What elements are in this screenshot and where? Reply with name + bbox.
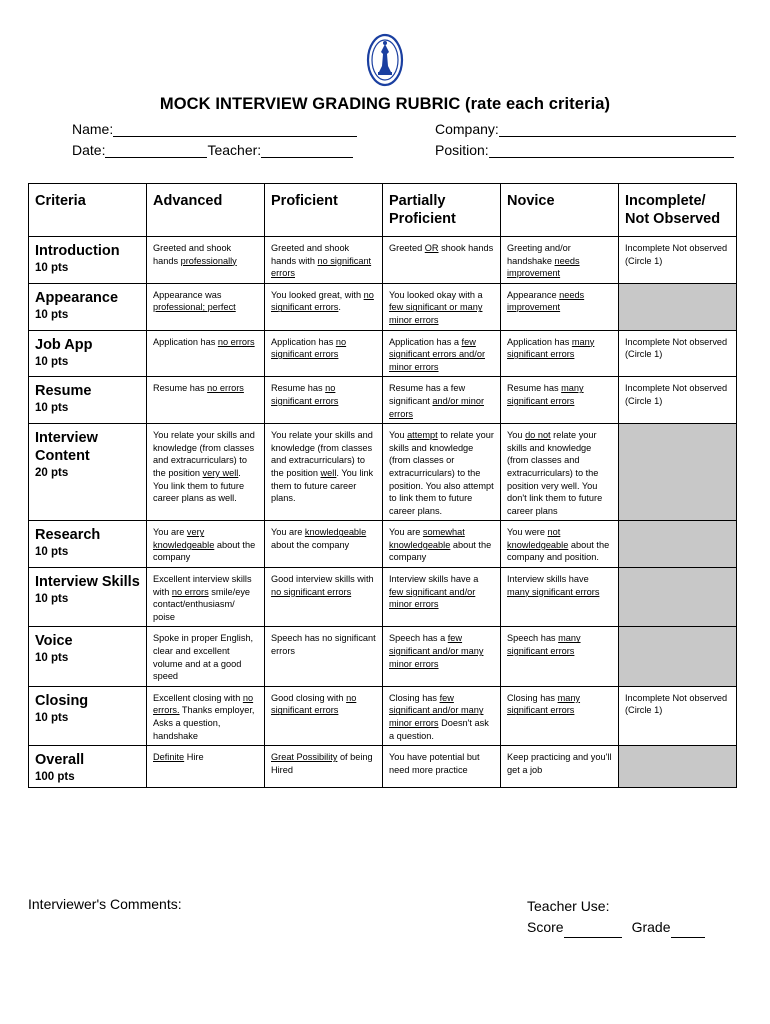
rubric-cell-advanced xyxy=(147,746,265,788)
emphasis-text: no significant errors xyxy=(271,255,372,279)
emphasis-text: somewhat knowledgeable xyxy=(389,527,465,550)
criteria-cell xyxy=(29,377,147,424)
greyed-out-cell xyxy=(619,424,737,521)
emphasis-text: few significant and/or minor errors xyxy=(389,586,476,610)
rubric-cell-partially-proficient xyxy=(383,424,501,521)
emphasis-text: no significant errors xyxy=(271,692,357,716)
page-title: MOCK INTERVIEW GRADING RUBRIC (rate each criteria) xyxy=(159,95,611,113)
criteria-name: Interview Skills xyxy=(35,574,140,591)
cell-text: You are xyxy=(271,527,305,538)
rubric-cell-novice xyxy=(501,521,619,568)
cell-text: You looked great, with xyxy=(271,289,364,300)
cell-text: Greeted xyxy=(389,243,425,253)
criteria-cell xyxy=(29,521,147,568)
rubric-table xyxy=(28,183,737,788)
emphasis-text: no significant errors xyxy=(271,586,352,597)
cell-text: to relate your skills and knowledge (from classes or extracurriculars) to the position. You also attempt to link them to future career plans. xyxy=(389,430,494,516)
position-field[interactable] xyxy=(435,142,734,158)
rubric-cell-partially-proficient xyxy=(383,330,501,377)
cell-text: Good interview skills with xyxy=(271,574,374,585)
rubric-cell-advanced xyxy=(147,521,265,568)
rubric-cell-advanced xyxy=(147,283,265,330)
table-row-interview-skills xyxy=(29,568,737,627)
cell-text: Application has xyxy=(153,336,218,347)
cell-text: You looked okay with a xyxy=(389,289,483,300)
emphasis-text: well xyxy=(320,467,337,478)
rubric-cell-incomplete xyxy=(619,377,737,424)
emphasis-text: many significant errors xyxy=(507,336,595,360)
name-field[interactable] xyxy=(72,121,357,137)
cell-text: Application has xyxy=(507,336,572,347)
table-row-overall xyxy=(29,746,737,788)
emphasis-text: many significant errors xyxy=(507,633,581,657)
column-header-proficient: Proficient xyxy=(265,184,383,237)
rubric-cell-advanced xyxy=(147,237,265,284)
cell-text: Speech has a xyxy=(389,633,448,644)
cell-text: . xyxy=(338,302,341,313)
emphasis-text: no significant errors xyxy=(271,289,374,313)
rubric-cell-partially-proficient xyxy=(383,521,501,568)
emphasis-text: few significant or many minor errors xyxy=(389,302,483,325)
column-header-incomplete-not-observed: Incomplete/ Not Observed xyxy=(619,184,737,237)
rubric-cell-partially-proficient xyxy=(383,283,501,330)
rubric-cell-novice xyxy=(501,377,619,424)
rubric-cell-proficient xyxy=(265,237,383,284)
teacher-use-section xyxy=(527,896,705,938)
cell-text: Good closing with xyxy=(271,692,347,703)
emphasis-text: many significant errors xyxy=(507,692,581,716)
criteria-name: Resume xyxy=(35,383,92,400)
teacher-use-label: Teacher Use: xyxy=(527,898,610,914)
cell-text: You relate your skills and knowledge (from classes and extracurriculars) to the position xyxy=(153,430,255,478)
rubric-cell-partially-proficient xyxy=(383,237,501,284)
criteria-cell xyxy=(29,424,147,521)
criteria-points: 10 pts xyxy=(35,262,69,274)
column-header-partially-proficient: Partially Proficient xyxy=(383,184,501,237)
emphasis-text: no significant errors xyxy=(271,336,347,360)
criteria-name: Voice xyxy=(35,633,73,650)
name-label: Name: xyxy=(72,121,114,137)
greyed-out-cell xyxy=(619,746,737,788)
emphasis-text: very knowledgeable xyxy=(153,527,215,550)
cell-text: You are xyxy=(153,527,187,538)
emphasis-text: very well xyxy=(202,467,239,478)
cell-text: Excellent closing with xyxy=(153,692,243,703)
cell-text: You xyxy=(389,430,408,441)
rubric-cell-partially-proficient xyxy=(383,686,501,745)
cell-text: Speech has no significant errors xyxy=(271,633,376,657)
emphasis-text: no errors. xyxy=(153,692,254,716)
grade-blank-line[interactable] xyxy=(671,923,705,938)
cell-text: Application has xyxy=(271,336,336,347)
rubric-cell-partially-proficient xyxy=(383,746,501,788)
school-seal-icon xyxy=(366,32,404,88)
date-blank-line[interactable] xyxy=(105,143,207,158)
greyed-out-cell xyxy=(619,521,737,568)
emphasis-text: and/or minor errors xyxy=(389,395,484,419)
rubric-cell-novice xyxy=(501,424,619,521)
cell-text: shook hands xyxy=(438,243,494,253)
criteria-cell xyxy=(29,330,147,377)
cell-text: You have potential but need more practice xyxy=(389,752,480,775)
criteria-name: Introduction xyxy=(35,243,120,259)
rubric-cell-advanced xyxy=(147,686,265,745)
cell-text: Thanks employer, Asks a question, handshake xyxy=(153,705,255,741)
criteria-points: 10 pts xyxy=(35,355,69,368)
column-header-advanced: Advanced xyxy=(147,184,265,237)
rubric-cell-novice xyxy=(501,237,619,284)
rubric-cell-novice xyxy=(501,330,619,377)
column-header-criteria: Criteria xyxy=(29,184,147,237)
table-row-job-app xyxy=(29,330,737,377)
criteria-name: Overall xyxy=(35,752,85,769)
table-row-resume xyxy=(29,377,737,424)
criteria-name: Research xyxy=(35,527,101,544)
cell-text: Greeted and shook hands with xyxy=(271,243,350,266)
rubric-cell-advanced xyxy=(147,424,265,521)
rubric-cell-advanced xyxy=(147,377,265,424)
position-blank-line[interactable] xyxy=(489,143,734,158)
position-label: Position: xyxy=(435,142,489,158)
criteria-points: 20 pts xyxy=(35,467,69,480)
cell-text: Greeting and/or handshake xyxy=(507,243,571,266)
company-field[interactable] xyxy=(435,121,736,137)
rubric-cell-proficient xyxy=(265,686,383,745)
cell-text: Resume has xyxy=(153,383,208,394)
rubric-cell-proficient xyxy=(265,627,383,686)
cell-text: Appearance was xyxy=(153,289,222,300)
cell-text: smile/eye contact/enthusiasm/ poise xyxy=(153,586,251,622)
cell-text: Greeted and shook hands xyxy=(153,243,232,266)
criteria-points: 100 pts xyxy=(35,771,75,784)
rubric-cell-proficient xyxy=(265,521,383,568)
cell-text: relate your skills and knowledge (from classes and extracurriculars) to the position very well. You don't link them to future career plans xyxy=(507,430,603,516)
rubric-cell-partially-proficient xyxy=(383,568,501,627)
emphasis-text: many significant errors xyxy=(507,383,584,406)
rubric-cell-novice xyxy=(501,686,619,745)
cell-text: Appearance xyxy=(507,289,560,300)
emphasis-text: Definite xyxy=(153,752,185,763)
cell-text: Closing has xyxy=(389,692,440,703)
emphasis-text: few significant and/or many minor errors xyxy=(389,692,484,728)
cell-text: about the company and position. xyxy=(507,539,610,563)
company-label: Company: xyxy=(435,121,499,137)
cell-text: Interview skills have xyxy=(507,574,589,585)
rubric-cell-advanced xyxy=(147,627,265,686)
date-label: Date: xyxy=(72,142,106,158)
cell-text: You are xyxy=(389,527,423,538)
grade-label: Grade xyxy=(631,919,671,935)
greyed-out-cell xyxy=(619,283,737,330)
criteria-name: Interview Content xyxy=(35,430,98,465)
table-row-interview-content xyxy=(29,424,737,521)
emphasis-text: knowledgeable xyxy=(304,527,367,538)
cell-text: Application has a xyxy=(389,336,462,347)
cell-text: Keep practicing and you'll get a job xyxy=(507,752,612,775)
criteria-points: 10 pts xyxy=(35,593,69,606)
rubric-cell-proficient xyxy=(265,746,383,788)
column-header-novice: Novice xyxy=(501,184,619,237)
rubric-cell-novice xyxy=(501,746,619,788)
cell-text: . You link them to future career plans. xyxy=(271,467,374,504)
table-row-introduction xyxy=(29,237,737,284)
criteria-points: 10 pts xyxy=(35,402,69,415)
rubric-cell-advanced xyxy=(147,568,265,627)
rubric-cell-incomplete xyxy=(619,686,737,745)
rubric-cell-novice xyxy=(501,627,619,686)
emphasis-text: professionally xyxy=(180,255,237,266)
criteria-cell xyxy=(29,746,147,788)
cell-text: about the company xyxy=(389,539,492,563)
table-row-appearance xyxy=(29,283,737,330)
emphasis-text: needs improvement xyxy=(507,289,585,313)
cell-text: Doesn't ask a question. xyxy=(389,718,489,741)
cell-text: . You link them to future career plans as well. xyxy=(153,467,245,504)
cell-text: Excellent interview skills with xyxy=(153,574,252,597)
cell-text: You xyxy=(507,430,526,441)
rubric-cell-proficient xyxy=(265,568,383,627)
criteria-points: 10 pts xyxy=(35,546,69,559)
table-row-research xyxy=(29,521,737,568)
criteria-points: 10 pts xyxy=(35,652,69,665)
emphasis-text: Great Possibility xyxy=(271,752,338,763)
rubric-cell-proficient xyxy=(265,377,383,424)
cell-text: Incomplete Not observed (Circle 1) xyxy=(625,692,728,716)
date-field[interactable] xyxy=(72,142,353,158)
emphasis-text: few significant errors and/or minor errors xyxy=(389,336,486,372)
teacher-blank-line[interactable] xyxy=(261,143,353,158)
emphasis-text: attempt xyxy=(407,430,438,441)
rubric-cell-proficient xyxy=(265,424,383,521)
cell-text: Spoke in proper English, clear and excellent volume and at a good speed xyxy=(153,633,254,682)
cell-text: Incomplete Not observed (Circle 1) xyxy=(625,383,728,406)
cell-text: Speech has xyxy=(507,633,559,644)
teacher-label: Teacher: xyxy=(207,142,262,158)
emphasis-text: needs improvement xyxy=(507,255,580,279)
company-blank-line[interactable] xyxy=(499,122,736,137)
emphasis-text: professional; perfect xyxy=(153,302,236,313)
cell-text: Incomplete Not observed (Circle 1) xyxy=(625,243,728,266)
score-label: Score xyxy=(527,919,564,935)
emphasis-text: no significant errors xyxy=(271,383,339,406)
criteria-name: Appearance xyxy=(35,289,119,306)
cell-text: Closing has xyxy=(507,692,558,703)
emphasis-text: OR xyxy=(424,243,439,253)
emphasis-text: no errors xyxy=(171,586,209,597)
criteria-points: 10 pts xyxy=(35,711,69,724)
rubric-cell-partially-proficient xyxy=(383,627,501,686)
cell-text: You were xyxy=(507,527,548,538)
emphasis-text: no errors xyxy=(217,336,255,347)
greyed-out-cell xyxy=(619,627,737,686)
criteria-points: 10 pts xyxy=(35,308,69,321)
table-row-closing xyxy=(29,686,737,745)
rubric-cell-partially-proficient xyxy=(383,377,501,424)
cell-text: about the company xyxy=(153,539,256,563)
rubric-cell-novice xyxy=(501,568,619,627)
criteria-cell xyxy=(29,283,147,330)
emphasis-text: not knowledgeable xyxy=(507,527,569,550)
criteria-name: Job App xyxy=(35,336,93,353)
rubric-cell-proficient xyxy=(265,330,383,377)
criteria-cell xyxy=(29,686,147,745)
rubric-cell-advanced xyxy=(147,330,265,377)
emphasis-text: many significant errors xyxy=(507,586,600,597)
criteria-cell xyxy=(29,627,147,686)
emphasis-text: few significant and/or many minor errors xyxy=(389,633,484,669)
score-blank-line[interactable] xyxy=(564,923,622,938)
cell-text: You relate your skills and knowledge (from classes and extracurriculars) to the position xyxy=(271,430,373,478)
criteria-name: Closing xyxy=(35,692,89,709)
criteria-cell xyxy=(29,237,147,284)
greyed-out-cell xyxy=(619,568,737,627)
cell-text: Interview skills have a xyxy=(389,574,479,585)
rubric-cell-novice xyxy=(501,283,619,330)
criteria-cell xyxy=(29,568,147,627)
cell-text: Resume has xyxy=(271,383,326,394)
rubric-cell-proficient xyxy=(265,283,383,330)
emphasis-text: do not xyxy=(525,430,551,441)
rubric-cell-incomplete xyxy=(619,237,737,284)
header-row xyxy=(29,184,737,237)
cell-text: Resume has xyxy=(507,383,562,394)
cell-text: Incomplete Not observed (Circle 1) xyxy=(625,336,728,360)
name-blank-line[interactable] xyxy=(113,122,357,137)
rubric-cell-incomplete xyxy=(619,330,737,377)
emphasis-text: no errors xyxy=(207,383,244,394)
cell-text: of being Hired xyxy=(271,752,373,775)
cell-text: about the company xyxy=(271,539,350,550)
cell-text: Hire xyxy=(184,752,204,763)
interviewer-comments-label: Interviewer's Comments: xyxy=(28,896,182,912)
table-row-voice xyxy=(29,627,737,686)
cell-text: Resume has a few significant xyxy=(389,383,466,406)
